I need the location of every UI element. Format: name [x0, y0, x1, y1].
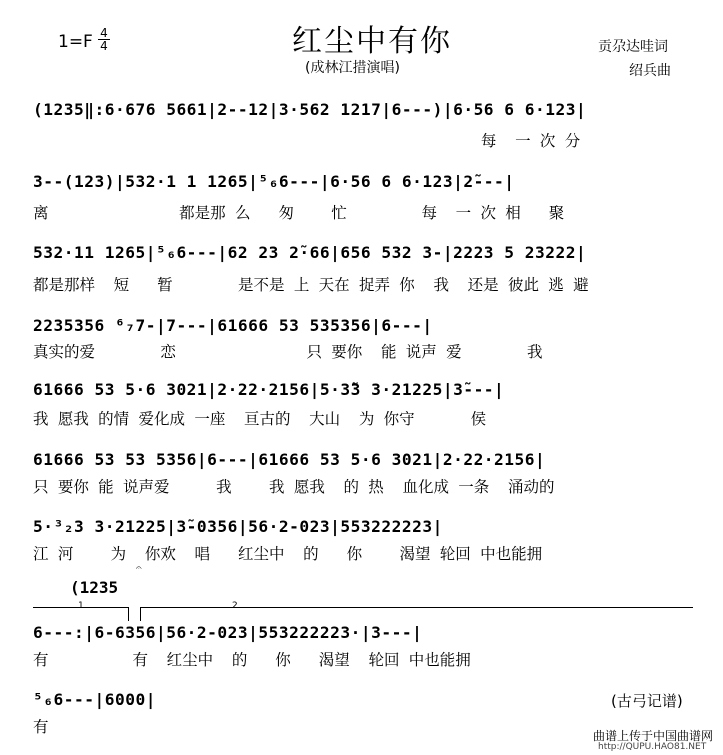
- notation-row-4: 2235356 ⁶₇7-|7---|61666 53 535356|6---|: [33, 316, 433, 335]
- song-title: 红尘中有你: [292, 24, 452, 59]
- performer-credit: (成林江措演唱): [305, 60, 400, 76]
- fermata-mark: 𝄐: [136, 563, 142, 574]
- lyric-row-6: 只 要你 能 说声爱 我 我 愿我 的 热 血化成 一条 涌动的: [33, 478, 555, 496]
- lyric-row-1: 每 一 次 分: [33, 132, 581, 150]
- time-signature: [98, 27, 110, 52]
- time-signature-bottom: 4: [100, 39, 108, 53]
- watermark-url: http://QUPU.HAO81.NET: [598, 742, 707, 752]
- notation-row-1: (1235‖:6·676 5661|2--12|3·562 1217|6---)|6·56 6 6·123|: [33, 100, 587, 119]
- watermark-text: 曲谱上传于中国曲谱网: [593, 729, 714, 743]
- key-signature: 1=F: [58, 32, 93, 52]
- lyric-row-3: 都是那样 短 暂 是不是 上 天在 捉弄 你 我 还是 彼此 逃 避: [33, 276, 589, 294]
- intro-repeat-notation: (1235: [70, 578, 119, 597]
- volta-1-end: [128, 607, 129, 621]
- notation-row-2: 3--(123)|532·1 1 1265|⁵₆6---|6·56 6 6·123|2̃---|: [33, 172, 515, 191]
- composer-credit: 绍兵曲: [629, 63, 671, 79]
- lyric-row-2: 离 都是那 么 匆 忙 每 一 次 相 聚: [33, 204, 565, 222]
- volta-2-bracket: [140, 607, 693, 608]
- notation-row-9: ⁵₆6---|6000|: [33, 690, 156, 709]
- lyric-row-7: 江 河 为 你欢 唱 红尘中 的 你 渴望 轮回 中也能拥: [33, 545, 543, 563]
- notation-row-7: 5·³₂3 3·21225|3̃-0356|56·2-023|553222223|: [33, 517, 443, 536]
- volta-2-number: 2: [232, 601, 238, 611]
- time-signature-top: 4: [98, 27, 110, 40]
- lyric-row-5: 我 愿我 的情 爱化成 一座 亘古的 大山 为 你守 侯: [33, 410, 487, 428]
- volta-1-number: 1: [78, 601, 84, 611]
- notation-row-5: 61666 53 5·6 3021|2·22·2156|5·3̃3 3·21225|3̃---|: [33, 380, 505, 399]
- notation-row-3: 532·11 1265|⁵₆6---|62 23 2̃·66|656 532 3-|2223 5 23222|: [33, 243, 587, 262]
- lyric-row-8: 有 有 红尘中 的 你 渴望 轮回 中也能拥: [33, 651, 471, 669]
- notation-row-8: 6---:|6-6356|56·2-023|553222223·|3---|: [33, 623, 423, 642]
- transcriber-credit: (古弓记谱): [611, 692, 683, 710]
- lyric-row-4: 真实的爱 恋 只 要你 能 说声 爱 我: [33, 343, 543, 361]
- volta-2-start: [140, 607, 141, 621]
- notation-row-6: 61666 53 53 5356|6---|61666 53 5·6 3021|2·22·2156|: [33, 450, 546, 469]
- lyric-row-9: 有: [33, 718, 49, 736]
- lyricist-credit: 贡尕达哇词: [598, 39, 668, 55]
